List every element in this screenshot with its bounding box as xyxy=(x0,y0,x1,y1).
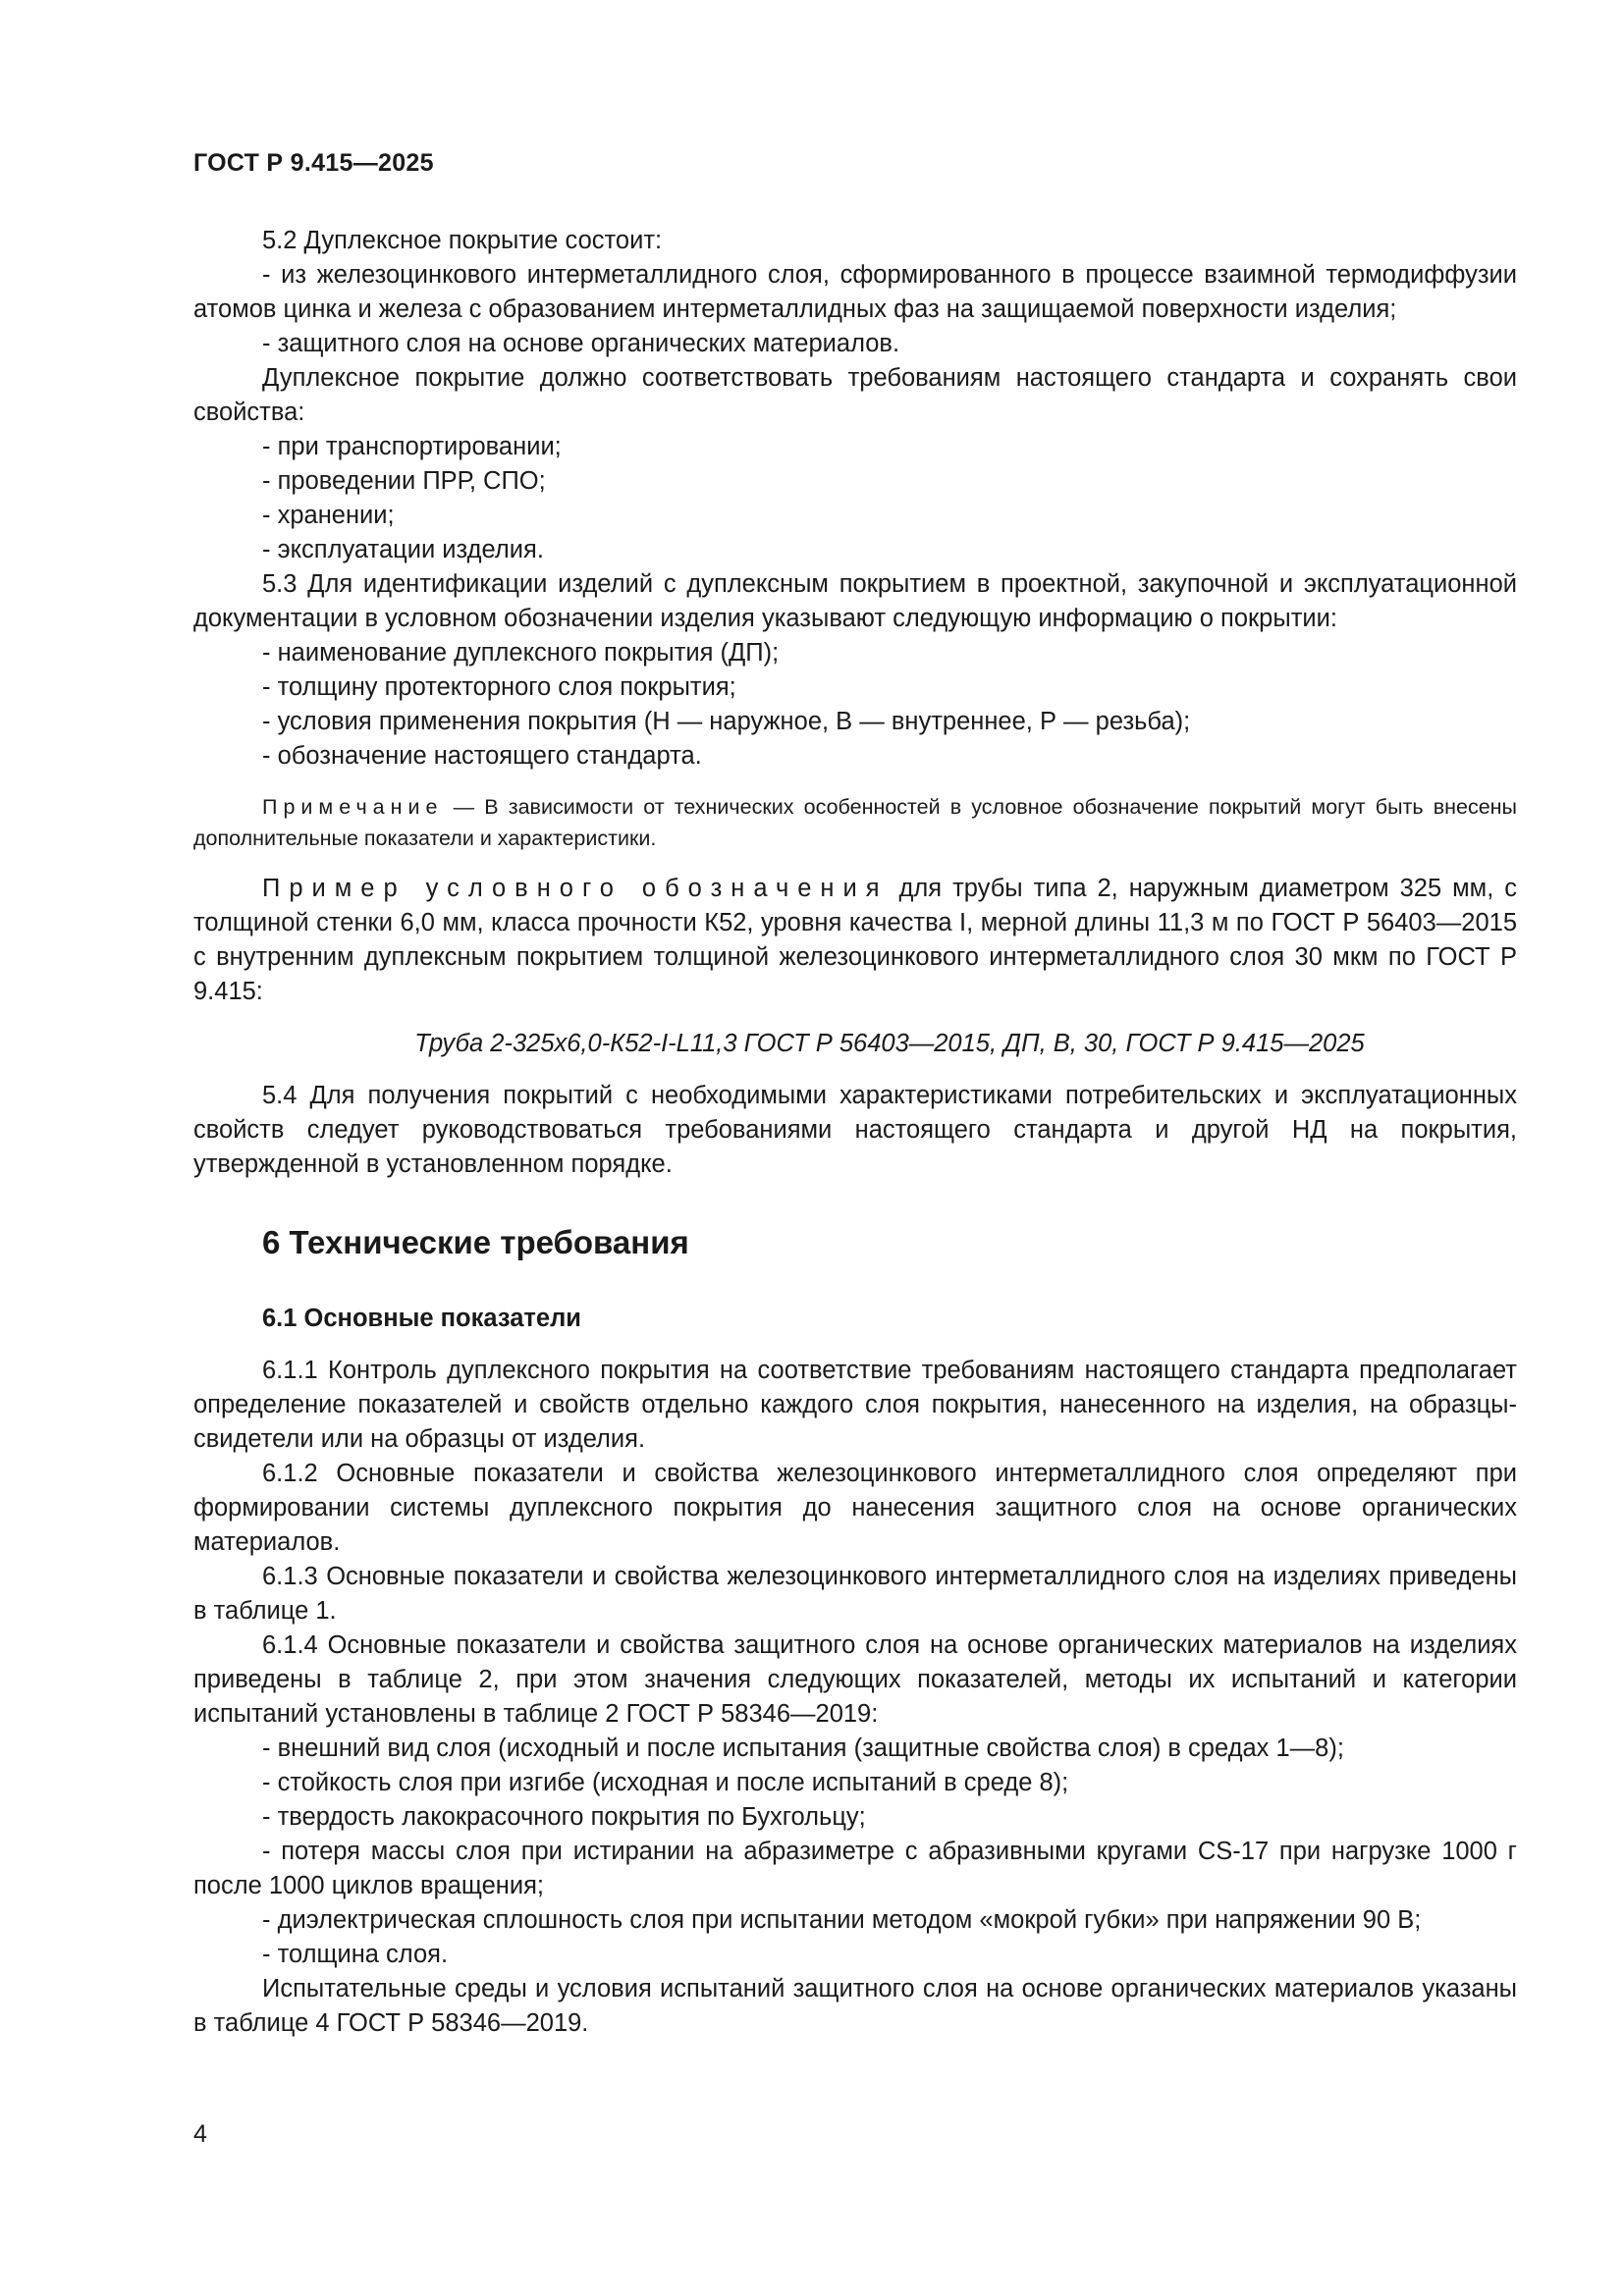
subsection-heading: 6.1 Основные показатели xyxy=(262,1305,581,1332)
clause-6-1-4: 6.1.4 Основные показатели и свойства защитного слоя на основе органических материалов на изделиях приведены в таблице 2, при этом значения следующих показателей, методы их испытаний и категории испытаний установлены в таблице 2 ГОСТ Р 58346—2019: xyxy=(193,1631,1517,1728)
list-item: - защитного слоя на основе органических материалов. xyxy=(262,330,900,357)
page-number: 4 xyxy=(193,2120,207,2148)
note-label: Примечание xyxy=(262,795,444,819)
list-item: - при транспортировании; xyxy=(262,433,562,460)
list-item: - из железоцинкового интерметаллидного слоя, сформированного в процессе взаимной термодиффузии атомов цинка и железа с образованием интерметаллидных фаз на защищаемой поверхности изделия; xyxy=(193,261,1517,323)
list-item: - потеря массы слоя при истирании на абразиметре с абразивными кругами CS-17 при нагрузке 1000 г после 1000 циклов вращения; xyxy=(193,1838,1517,1899)
clause-5-3: 5.3 Для идентификации изделий с дуплексным покрытием в проектной, закупочной и эксплуатационной документации в условном обозначении изделия указывают следующую информацию о покрытии: xyxy=(193,570,1517,632)
list-item: - проведении ПРР, СПО; xyxy=(262,467,546,495)
list-item: - внешний вид слоя (исходный и после испытания (защитные свойства слоя) в средах 1—8); xyxy=(262,1735,1344,1762)
list-item: - толщину протекторного слоя покрытия; xyxy=(262,673,736,701)
list-item: - стойкость слоя при изгибе (исходная и после испытаний в среде 8); xyxy=(262,1769,1069,1796)
list-item: - наименование дуплексного покрытия (ДП); xyxy=(262,639,780,667)
clause-5-2: 5.2 Дуплексное покрытие состоит: xyxy=(262,227,663,254)
document-body xyxy=(193,224,1517,2041)
list-item: - хранении; xyxy=(262,502,395,529)
list-item: - диэлектрическая сплошность слоя при испытании методом «мокрой губки» при напряжении 90 В; xyxy=(262,1906,1422,1934)
example-label: Пример условного обозначения xyxy=(262,875,889,902)
document-header-title: ГОСТ Р 9.415—2025 xyxy=(193,149,434,177)
clause-6-1-3: 6.1.3 Основные показатели и свойства железоцинкового интерметаллидного слоя на изделиях приведены в таблице 1. xyxy=(193,1563,1517,1625)
clause-6-1-4-end: Испытательные среды и условия испытаний защитного слоя на основе органических материалов указаны в таблице 4 ГОСТ Р 58346—2019. xyxy=(193,1975,1517,2037)
example xyxy=(193,872,1517,1009)
clause-5-4: 5.4 Для получения покрытий с необходимыми характеристиками потребительских и эксплуатационных свойств следует руководствоваться требованиями настоящего стандарта и другой НД на покрытия, утвержденной в установленном порядке. xyxy=(193,1082,1517,1178)
clause-6-1-2: 6.1.2 Основные показатели и свойства железоцинкового интерметаллидного слоя определяют при формировании системы дуплексного покрытия до нанесения защитного слоя на основе органических материалов. xyxy=(193,1460,1517,1556)
example-formula: Труба 2-325х6,0-К52-I-L11,3 ГОСТ Р 56403—2015, ДП, В, 30, ГОСТ Р 9.415—2025 xyxy=(414,1030,1365,1057)
note xyxy=(193,791,1517,854)
clause-6-1-1: 6.1.1 Контроль дуплексного покрытия на соответствие требованиям настоящего стандарта предполагает определение показателей и свойств отдельно каждого слоя покрытия, нанесенного на изделия, на образцы-свидетели или на образцы от изделия. xyxy=(193,1357,1517,1453)
example-text: для трубы типа 2, наружным диаметром 325 мм, с толщиной стенки 6,0 мм, класса прочности К52, уровня качества I, мерной длины 11,3 м по ГОСТ Р 56403—2015 с внутренним дуплексным покрытием толщиной железоцинкового интерметаллидного слоя 30 мкм по ГОСТ Р 9.415: xyxy=(193,875,1517,1005)
list-item: - эксплуатации изделия. xyxy=(262,536,544,563)
list-item: - толщина слоя. xyxy=(262,1941,449,1968)
section-heading: 6 Технические требования xyxy=(262,1224,689,1260)
note-text: — В зависимости от технических особенностей в условное обозначение покрытий могут быть внесены дополнительные показатели и характеристики. xyxy=(193,795,1517,850)
clause-5-2-requirement: Дуплексное покрытие должно соответствовать требованиям настоящего стандарта и сохранять свои свойства: xyxy=(193,364,1517,426)
list-item: - обозначение настоящего стандарта. xyxy=(262,742,702,770)
list-item: - условия применения покрытия (Н — наружное, В — внутреннее, Р — резьба); xyxy=(262,708,1191,735)
list-item: - твердость лакокрасочного покрытия по Бухгольцу; xyxy=(262,1803,866,1831)
